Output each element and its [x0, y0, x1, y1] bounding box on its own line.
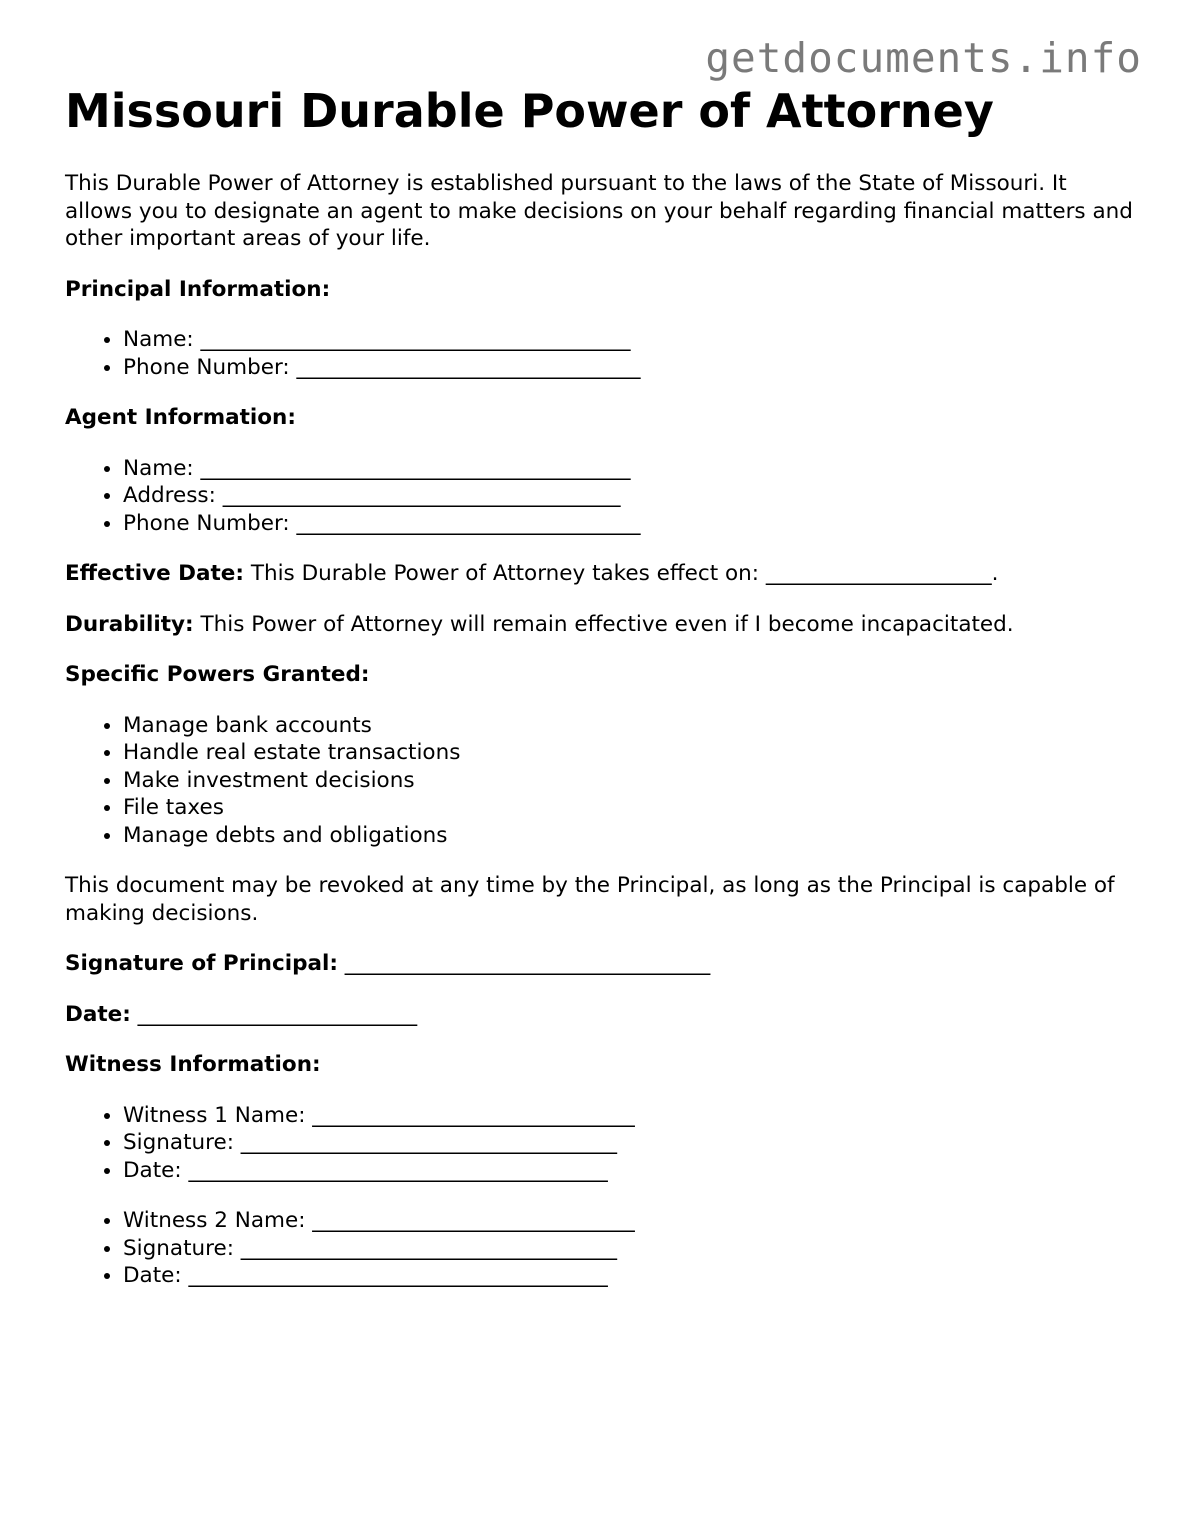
- witness2-name-field: • Witness 2 Name: ______________________________: [123, 1207, 1135, 1235]
- durability-line: [65, 611, 1135, 639]
- agent-fields: [65, 455, 1135, 538]
- intro-paragraph: This Durable Power of Attorney is established pursuant to the laws of the State of Missouri. It allows you to designate an agent to make decisions on your behalf regarding financial matters and other important areas of your life.: [65, 171, 1133, 251]
- effective-date-line: [65, 560, 1135, 588]
- witness2-date-field: • Date: _______________________________________: [123, 1262, 1135, 1290]
- power-item: • File taxes: [123, 794, 1135, 822]
- witness1-signature-field: • Signature: ___________________________________: [123, 1129, 1135, 1157]
- agent-heading: Agent Information:: [65, 405, 296, 430]
- signature-blank: __________________________________: [337, 951, 711, 976]
- document-body: [65, 84, 1135, 1290]
- date-label: Date:: [65, 1001, 131, 1027]
- principal-name-field: • Name: ________________________________________: [123, 326, 1135, 354]
- effective-date-text: This Durable Power of Attorney takes effect on: _____________________.: [243, 561, 999, 586]
- powers-list: [65, 712, 1135, 850]
- principal-date-line: [65, 1001, 1135, 1029]
- witness2-fields: [65, 1207, 1135, 1290]
- agent-phone-field: • Phone Number: ________________________________: [123, 510, 1135, 538]
- powers-heading: Specific Powers Granted:: [65, 662, 370, 687]
- agent-address-field: • Address: _____________________________________: [123, 482, 1135, 510]
- principal-heading: Principal Information:: [65, 276, 331, 302]
- witness-heading: Witness Information:: [65, 1052, 321, 1077]
- durability-label: Durability:: [65, 611, 194, 637]
- effective-date-label: Effective Date:: [65, 561, 244, 586]
- witness1-date-field: • Date: _______________________________________: [123, 1157, 1135, 1185]
- power-item: • Manage debts and obligations: [123, 822, 1135, 850]
- durability-text: This Power of Attorney will remain effective even if I become incapacitated.: [193, 611, 1014, 637]
- principal-phone-field: • Phone Number: ________________________________: [123, 354, 1135, 382]
- document-title: Missouri Durable Power of Attorney: [65, 84, 994, 138]
- date-blank: __________________________: [130, 1001, 418, 1027]
- principal-signature-line: [65, 950, 1135, 978]
- power-item: • Manage bank accounts: [123, 712, 1135, 740]
- watermark: getdocuments.info: [705, 34, 1142, 82]
- power-item: • Make investment decisions: [123, 767, 1135, 795]
- witness1-name-field: • Witness 1 Name: ______________________________: [123, 1102, 1135, 1130]
- power-item: • Handle real estate transactions: [123, 739, 1135, 767]
- revocation-paragraph: This document may be revoked at any time by the Principal, as long as the Principal is capable of making decisions.: [65, 873, 1115, 926]
- signature-label: Signature of Principal:: [65, 951, 338, 976]
- principal-fields: [65, 326, 1135, 381]
- witness2-signature-field: • Signature: ___________________________________: [123, 1235, 1135, 1263]
- witness1-fields: [65, 1102, 1135, 1185]
- agent-name-field: • Name: ________________________________________: [123, 455, 1135, 483]
